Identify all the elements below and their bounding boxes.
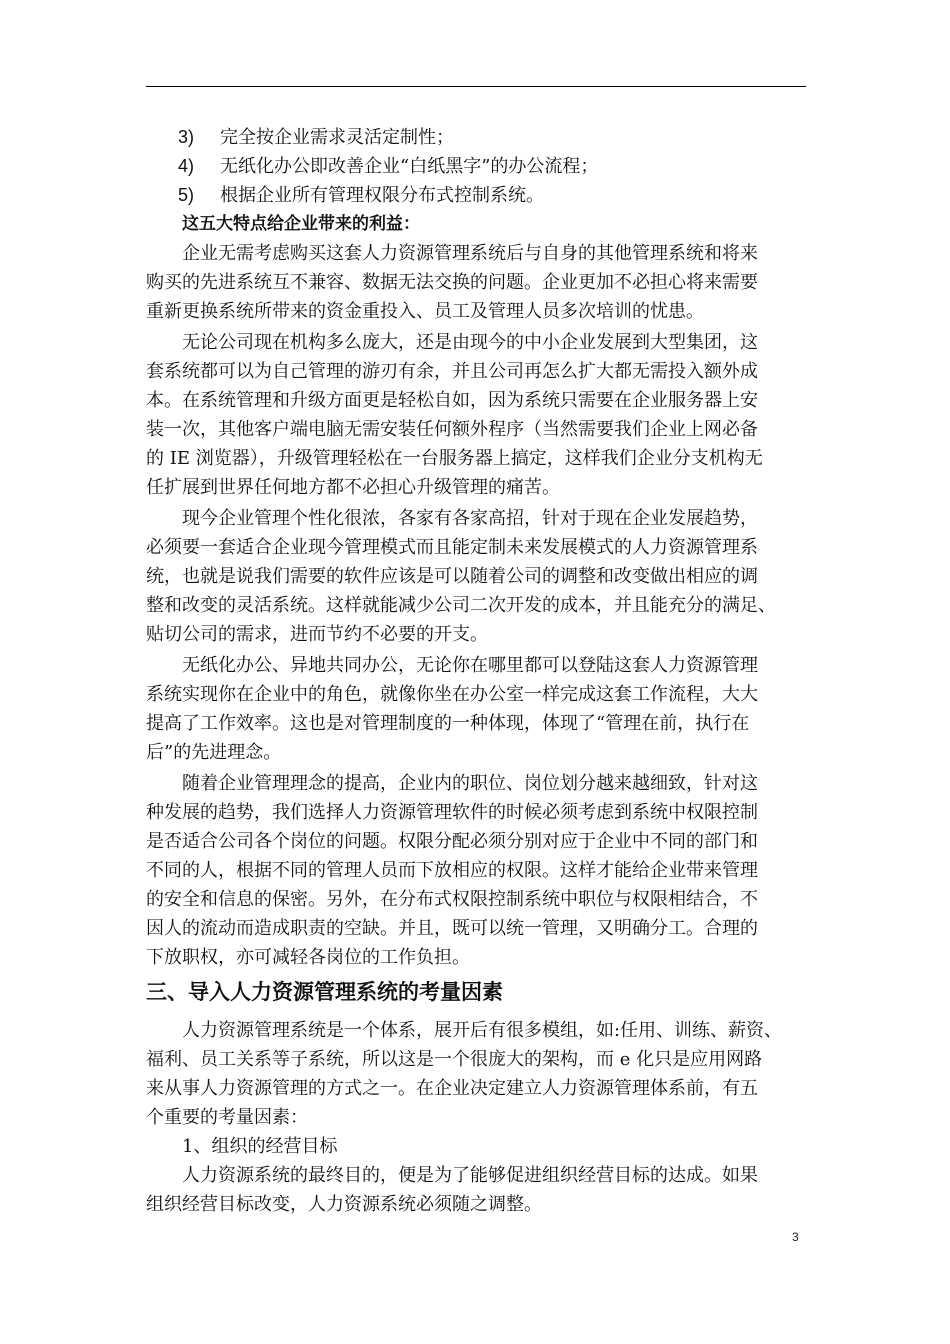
paragraph-2: [146, 328, 814, 502]
page-number: 3: [792, 1230, 799, 1244]
paragraph-line: 本。在系统管理和升级方面更是轻松自如，因为系统只需要在企业服务器上安: [146, 390, 758, 411]
paragraph-line: 的 IE 浏览器），升级管理轻松在一台服务器上搞定，这样我们企业分支机构无: [146, 448, 763, 469]
paragraph-line: 现今企业管理个性化很浓，各家有各家高招，针对于现在企业发展趋势，: [182, 508, 758, 529]
paragraph-line: 无纸化办公、异地共同办公，无论你在哪里都可以登陆这套人力资源管理: [182, 655, 758, 676]
list-item-text: 无纸化办公即改善企业“白纸黑字”的办公流程；: [220, 156, 599, 177]
paragraph-line: 因人的流动而造成职责的空缺。并且，既可以统一管理，又明确分工。合理的: [146, 918, 758, 939]
paragraph-1: [146, 239, 814, 326]
paragraph-line: 个重要的考量因素：: [146, 1107, 308, 1128]
list-item-text: 根据企业所有管理权限分布式控制系统。: [220, 185, 544, 206]
sub-item-title: 1、组织的经营目标: [182, 1136, 338, 1157]
paragraph-line: 贴切公司的需求，进而节约不必要的开支。: [146, 624, 488, 645]
paragraph-line: 福利、员工关系等子系统，所以这是一个很庞大的架构，而 e 化只是应用网路: [146, 1049, 763, 1070]
paragraph-line: 来从事人力资源管理的方式之一。在企业决定建立人力资源管理体系前，有五: [146, 1078, 758, 1099]
paragraph-line: 购买的先进系统互不兼容、数据无法交换的问题。企业更加不必担心将来需要: [146, 272, 758, 293]
paragraph-line: 组织经营目标改变，人力资源系统必须随之调整。: [146, 1194, 542, 1215]
paragraph-6: [146, 1016, 814, 1132]
section-heading: 三、导入人力资源管理系统的考量因素: [146, 980, 503, 1004]
paragraph-line: 必须要一套适合企业现今管理模式而且能定制未来发展模式的人力资源管理系: [146, 537, 758, 558]
paragraph-line: 系统实现你在企业中的角色，就像你坐在办公室一样完成这套工作流程，大大: [146, 684, 758, 705]
paragraph-line: 无论公司现在机构多么庞大，还是由现今的中小企业发展到大型集团，这: [182, 332, 758, 353]
paragraph-line: 任扩展到世界任何地方都不必担心升级管理的痛苦。: [146, 477, 560, 498]
paragraph-7: [146, 1161, 814, 1219]
paragraph-line: 是否适合公司各个岗位的问题。权限分配必须分别对应于企业中不同的部门和: [146, 831, 758, 852]
paragraph-3: [146, 504, 814, 649]
list-item-number: 4): [178, 156, 195, 176]
list-item-number: 5): [178, 185, 195, 205]
paragraph-line: 随着企业管理理念的提高，企业内的职位、岗位划分越来越细致，针对这: [182, 773, 758, 794]
paragraph-line: 的安全和信息的保密。另外，在分布式权限控制系统中职位与权限相结合，不: [146, 889, 758, 910]
paragraph-line: 企业无需考虑购买这套人力资源管理系统后与自身的其他管理系统和将来: [182, 243, 758, 264]
paragraph-line: 提高了工作效率。这也是对管理制度的一种体现，体现了“管理在前，执行在: [146, 713, 750, 734]
paragraph-line: 种发展的趋势，我们选择人力资源管理软件的时候必须考虑到系统中权限控制: [146, 802, 758, 823]
paragraph-5: [146, 769, 814, 972]
list-item-text: 完全按企业需求灵活定制性；: [220, 127, 454, 148]
paragraph-line: 装一次，其他客户端电脑无需安装任何额外程序（当然需要我们企业上网必备: [146, 419, 758, 440]
paragraph-line: 重新更换系统所带来的资金重投入、员工及管理人员多次培训的忧患。: [146, 301, 704, 322]
paragraph-line: 人力资源管理系统是一个体系，展开后有很多模组，如:任用、训练、薪资、: [182, 1020, 783, 1041]
benefits-title: 这五大特点给企业带来的利益：: [182, 214, 420, 234]
list-item: [146, 181, 814, 210]
list-item: [146, 152, 814, 181]
paragraph-line: 下放职权，亦可减轻各岗位的工作负担。: [146, 947, 470, 968]
list-item-number: 3): [178, 127, 195, 147]
header-rule: [146, 86, 806, 87]
paragraph-line: 统，也就是说我们需要的软件应该是可以随着公司的调整和改变做出相应的调: [146, 566, 758, 587]
document-body: [146, 123, 814, 1219]
paragraph-4: [146, 651, 814, 767]
paragraph-line: 后”的先进理念。: [146, 742, 282, 763]
paragraph-line: 整和改变的灵活系统。这样就能减少公司二次开发的成本，并且能充分的满足、: [146, 595, 776, 616]
paragraph-line: 套系统都可以为自己管理的游刃有余，并且公司再怎么扩大都无需投入额外成: [146, 361, 758, 382]
list-item: [146, 123, 814, 152]
paragraph-line: 人力资源系统的最终目的，便是为了能够促进组织经营目标的达成。如果: [182, 1165, 758, 1186]
paragraph-line: 不同的人，根据不同的管理人员而下放相应的权限。这样才能给企业带来管理: [146, 860, 758, 881]
